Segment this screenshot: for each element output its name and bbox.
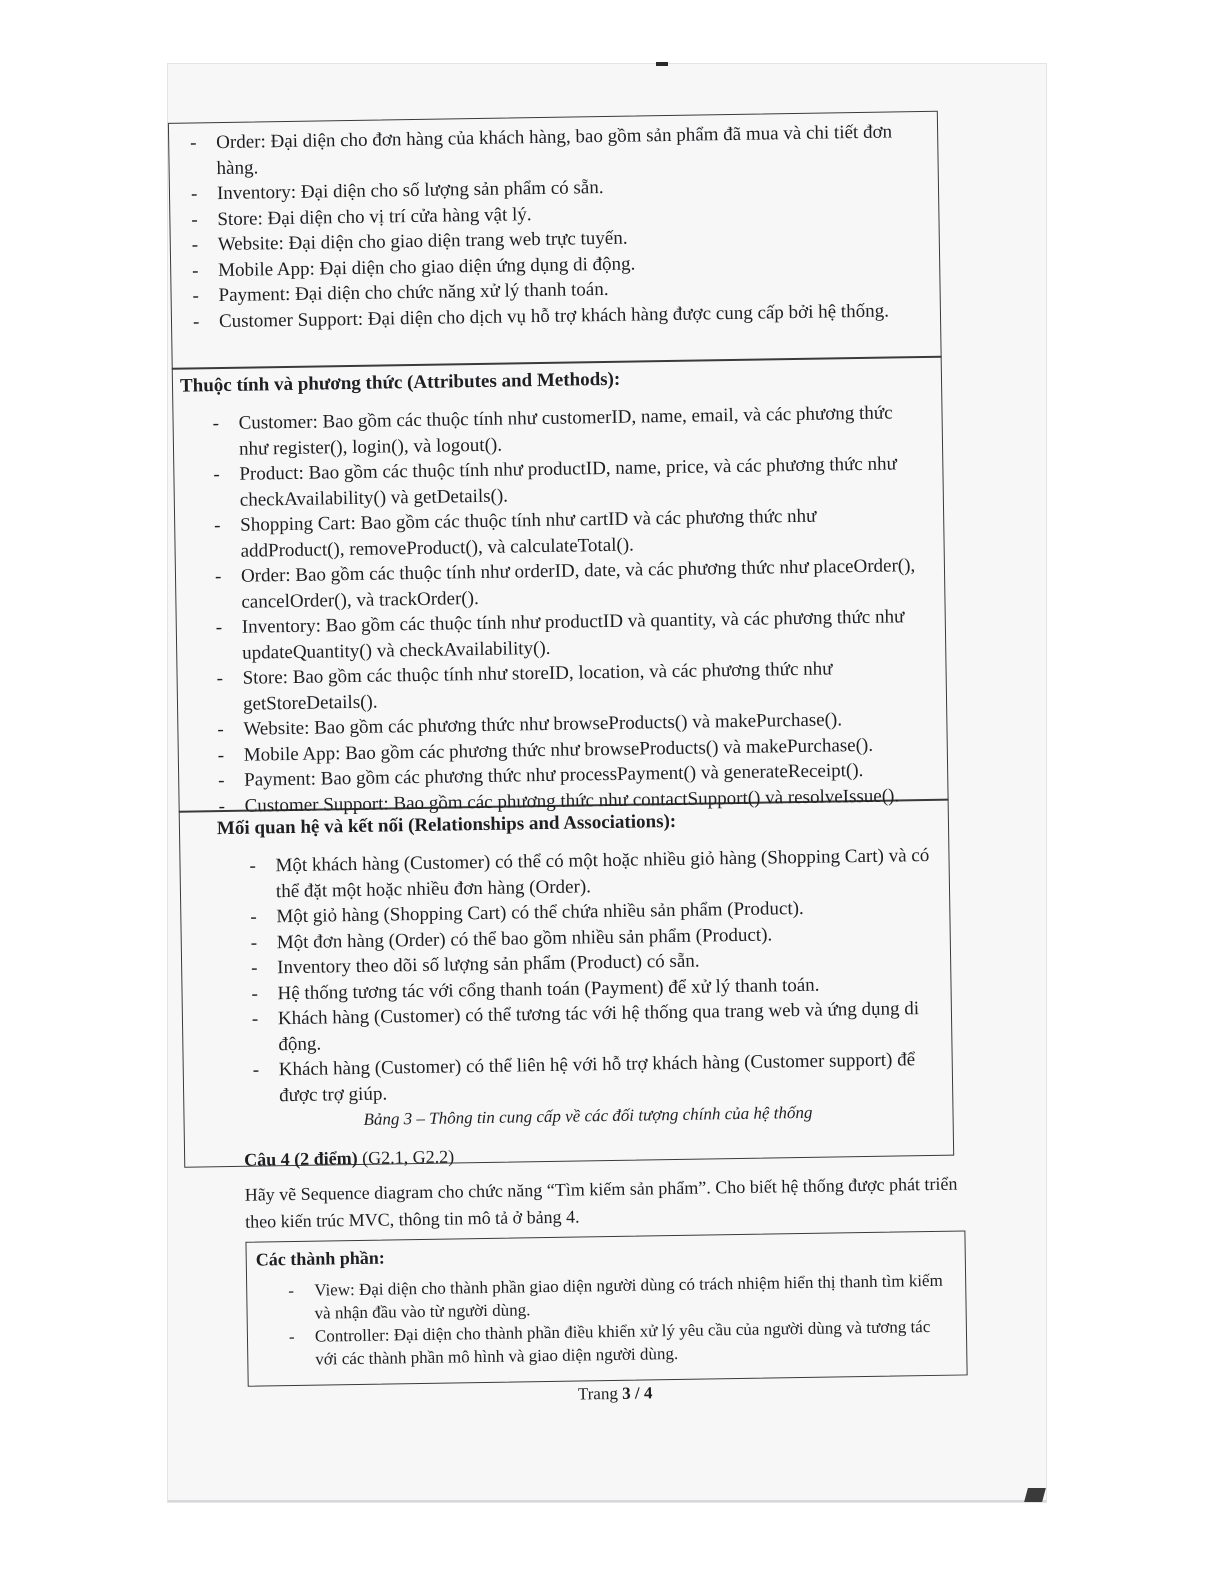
list-item: - Payment: Bao gồm các phương thức như processPayment() và generateReceipt(). bbox=[216, 757, 928, 794]
section-attributes-list bbox=[210, 400, 928, 819]
list-item: - Một khách hàng (Customer) có thể có một hoặc nhiều giỏ hàng (Shopping Cart) và có thể đặt một hoặc nhiều đơn hàng (Order). bbox=[247, 843, 938, 905]
page-prefix: Trang bbox=[577, 1383, 619, 1404]
list-item: - Order: Bao gồm các thuộc tính như orderID, date, và các phương thức như placeOrder(), cancelOrder(), và trackOrder(). bbox=[213, 553, 926, 615]
section-objects-list bbox=[188, 119, 921, 334]
list-item: - View: Đại diện cho thành phần giao diện người dùng có trách nhiệm hiển thị thanh tìm kiếm và nhận đầu vào từ người dùng. bbox=[286, 1269, 947, 1325]
list-item: - Khách hàng (Customer) có thể liên hệ với hỗ trợ khách hàng (Customer support) để được trợ giúp. bbox=[251, 1047, 942, 1109]
list-item: - Customer: Bao gồm các thuộc tính như customerID, name, email, và các phương thức như register(), login(), và logout(). bbox=[210, 400, 923, 462]
list-item: - Inventory: Bao gồm các thuộc tính như productID và quantity, và các phương thức như updateQuantity() và checkAvailability(). bbox=[214, 604, 927, 666]
document-content bbox=[157, 57, 1057, 1509]
list-item: - Website: Đại diện cho giao diện trang web trực tuyến. bbox=[190, 221, 920, 258]
list-item: - Product: Bao gồm các thuộc tính như productID, name, price, và các phương thức như checkAvailability() và getDetails(). bbox=[211, 451, 924, 513]
list-item: - Store: Đại diện cho vị trí cửa hàng vật lý. bbox=[189, 196, 919, 233]
list-item: - Mobile App: Bao gồm các phương thức như browseProducts() và makePurchase(). bbox=[216, 731, 928, 768]
question-4-label: Câu 4 (2 điểm) bbox=[244, 1147, 358, 1170]
table-3-caption: Bảng 3 – Thông tin cung cấp về các đối tượng chính của hệ thống bbox=[363, 1102, 813, 1129]
list-item: - Store: Bao gồm các thuộc tính như storeID, location, và các phương thức như getStoreDetails(). bbox=[214, 655, 927, 717]
list-item: - Customer Support: Bao gồm các phương thức như contactSupport() và resolveIssue(). bbox=[216, 782, 928, 819]
list-item: - Payment: Đại diện cho chức năng xử lý thanh toán. bbox=[190, 272, 920, 309]
question-4-text: Hãy vẽ Sequence diagram cho chức năng “Tìm kiếm sản phẩm”. Cho biết hệ thống được phát triển theo kiến trúc MVC, thông tin mô tả ở bảng 4. bbox=[244, 1173, 958, 1232]
list-item: - Customer Support: Đại diện cho dịch vụ hỗ trợ khách hàng được cung cấp bởi hệ thống. bbox=[191, 298, 921, 335]
page-value: 3 / 4 bbox=[621, 1383, 653, 1403]
question-4-codes: (G2.1, G2.2) bbox=[361, 1146, 455, 1168]
section-relationships-list bbox=[247, 843, 941, 1109]
list-item: - Hệ thống tương tác với cổng thanh toán (Payment) để xử lý thanh toán. bbox=[249, 970, 939, 1006]
list-item: - Shopping Cart: Bao gồm các thuộc tính như cartID và các phương thức như addProduct(), removeProduct(), và calculateTotal(). bbox=[212, 502, 925, 564]
question-4-title bbox=[244, 1146, 454, 1170]
page-number bbox=[578, 1383, 653, 1404]
list-item: - Mobile App: Đại diện cho giao diện ứng dụng di động. bbox=[190, 247, 920, 284]
list-item: - Inventory: Đại diện cho số lượng sản phẩm có sẵn. bbox=[189, 170, 919, 207]
list-item: - Một đơn hàng (Order) có thể bao gồm nhiều sản phẩm (Product). bbox=[249, 919, 939, 955]
table-4-heading: Các thành phần: bbox=[255, 1247, 385, 1270]
section-attributes-heading: Thuộc tính và phương thức (Attributes and Methods): bbox=[179, 368, 621, 397]
list-item: - Khách hàng (Customer) có thể tương tác với hệ thống qua trang web và ứng dụng di động. bbox=[250, 996, 941, 1058]
section-relationships-heading: Mối quan hệ và kết nối (Relationships and Associations): bbox=[216, 810, 677, 840]
list-item: - Order: Đại diện cho đơn hàng của khách hàng, bao gồm sản phẩm đã mua và chi tiết đơn hàng. bbox=[188, 119, 919, 181]
list-item: - Controller: Đại diện cho thành phần điều khiển xử lý yêu cầu của người dùng và tương tác với các thành phần mô hình và giao diện người dùng. bbox=[287, 1315, 948, 1371]
list-item: - Một giỏ hàng (Shopping Cart) có thể chứa nhiều sản phẩm (Product). bbox=[248, 894, 938, 930]
list-item: - Inventory theo dõi số lượng sản phẩm (Product) có sẵn. bbox=[249, 945, 939, 981]
table-4-list bbox=[286, 1269, 947, 1371]
list-item: - Website: Bao gồm các phương thức như browseProducts() và makePurchase(). bbox=[215, 706, 927, 743]
